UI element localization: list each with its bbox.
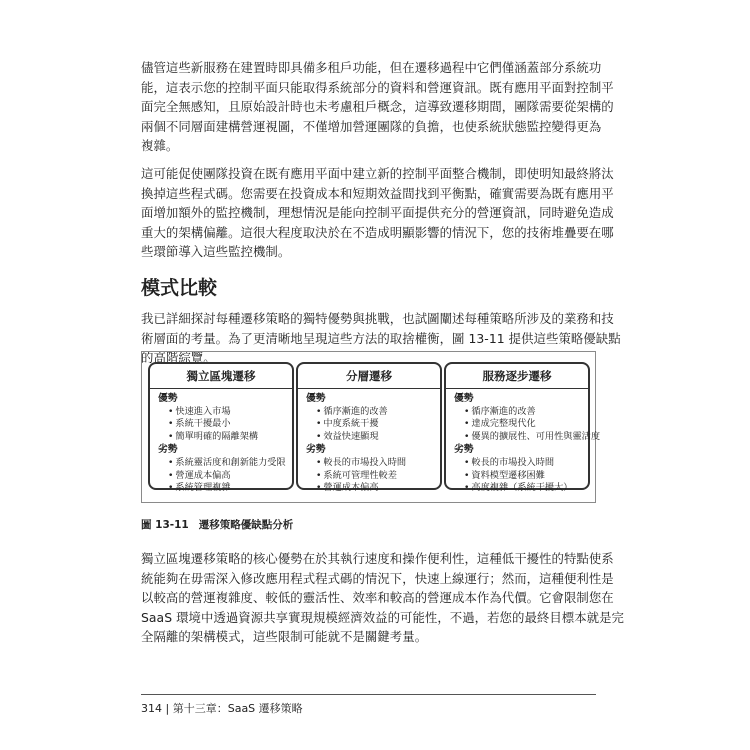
text-line: 重大的架構偏離。這很大程度取決於在不造成明顯影響的情況下，您的技術堆疊要在哪 [141, 224, 614, 240]
box-body [446, 389, 601, 495]
figure-caption [141, 517, 293, 532]
section-heading: 模式比較 [141, 276, 218, 299]
con-item: • 資料模型遷移困難 [454, 470, 588, 483]
text-line: 兩個不同層面建構營運視圖，不僅增加營運團隊的負擔，也使系統狀態監控變得更為 [141, 118, 602, 134]
paragraph-2 [141, 164, 614, 262]
cons-label: 劣勢 [306, 444, 326, 456]
text-line: 我已詳細探討每種遷移策略的獨特優勢與挑戰，也試圖闡述每種策略所涉及的業務和技 [141, 310, 614, 326]
pros-label: 優勢 [158, 393, 178, 404]
text-line: 的高階綜覽。 [141, 350, 216, 366]
text-line: 全隔離的架構模式，這些限制可能就不是關鍵考量。 [141, 629, 428, 645]
con-item: • 較長的市場投入時間 [306, 457, 440, 470]
figure-13-11 [141, 351, 601, 503]
text-line: 儘管這些新服務在建置時即具備多租戶功能，但在遷移過程中它們僅涵蓋部分系統功 [141, 60, 602, 75]
pro-item: • 中度系統干擾 [306, 418, 440, 431]
chapter-title: 第十三章：SaaS 遷移策略 [172, 702, 303, 715]
pro-item: • 系統干擾最小 [158, 418, 292, 431]
con-item: • 高度複雜（系統干擾大） [454, 482, 588, 495]
text-line: 複雜。 [141, 138, 179, 154]
cons-label: 劣勢 [454, 444, 474, 456]
page-footer [141, 700, 303, 716]
paragraph-1 [141, 58, 614, 156]
footer-divider [141, 694, 596, 695]
box-title: 服務逐步遷移 [446, 364, 588, 389]
strategy-box-silo [148, 362, 294, 494]
con-item: • 系統靈活度和創新能力受限 [158, 457, 292, 470]
strategy-box-service-by-service [444, 362, 601, 494]
strategy-box-layered [296, 362, 442, 494]
pro-item: • 簡單明確的隔離架構 [158, 431, 292, 444]
text-line: 獨立區塊遷移策略的核心優勢在於其執行速度和操作便利性，這種低干擾性的特點使系 [141, 551, 614, 566]
pro-item: • 循序漸進的改善 [454, 406, 588, 419]
con-item: • 營運成本偏高 [158, 470, 292, 483]
pro-item: • 循序漸進的改善 [306, 406, 440, 419]
text-line: 能，這表示您的控制平面只能取得系統部分的資料和營運資訊。既有應用平面對控制平 [141, 79, 614, 95]
pro-item: • 優異的擴展性、可用性與靈活度 [454, 431, 588, 444]
text-line: 統能夠在毋需深入修改應用程式程式碼的情況下，快速上線運行；然而，這種便利性是 [141, 570, 614, 586]
caption-number: 圖 13-11 [141, 519, 189, 531]
pros-label: 優勢 [454, 393, 474, 404]
page-number: 314 [141, 702, 162, 715]
main-text-column-lower [141, 549, 624, 655]
caption-text: 遷移策略優缺點分析 [198, 519, 294, 531]
pro-item: • 快速進入市場 [158, 406, 292, 419]
pro-item: • 達成完整現代化 [454, 418, 588, 431]
paragraph-4 [141, 549, 624, 647]
box-body [150, 389, 292, 495]
main-text-column [141, 58, 621, 376]
text-line: 這可能促使團隊投資在既有應用平面中建立新的控制平面整合機制，即使明知最終將汰 [141, 165, 614, 181]
footer-separator: | [165, 702, 170, 715]
text-line: 換掉這些程式碼。您需要在投資成本和短期效益間找到平衡點，確實需要為既有應用平 [141, 185, 614, 201]
box-title: 分層遷移 [298, 364, 440, 389]
text-line: SaaS 環境中透過資源共享實現規模經濟效益的可能性，不過，若您的最終目標本就是完 [141, 609, 624, 625]
text-line: 面增加額外的監控機制，理想情況是能向控制平面提供充分的營運資訊，同時避免造成 [141, 205, 614, 221]
text-line: 面完全無感知，且原始設計時也未考慮租戶概念，這導致遷移期間，團隊需要從架構的 [141, 99, 614, 115]
box-body [298, 389, 440, 495]
con-item: • 較長的市場投入時間 [454, 457, 588, 470]
text-line: 以較高的營運複雜度、較低的靈活性、效率和較高的營運成本作為代價。它會限制您在 [141, 590, 614, 606]
pros-label: 優勢 [306, 393, 326, 404]
pro-item: • 效益快速顯現 [306, 431, 440, 444]
con-item: • 營運成本偏高 [306, 482, 440, 495]
con-item: • 系統可管理性較差 [306, 470, 440, 483]
cons-label: 劣勢 [158, 444, 178, 456]
text-line: 些環節導入這些監控機制。 [141, 244, 291, 260]
con-item: • 系統管理複雜 [158, 482, 292, 495]
text-line: 術層面的考量。為了更清晰地呈現這些方法的取捨權衡，圖 13-11 提供這些策略優缺點 [141, 330, 621, 346]
box-title: 獨立區塊遷移 [150, 364, 292, 389]
